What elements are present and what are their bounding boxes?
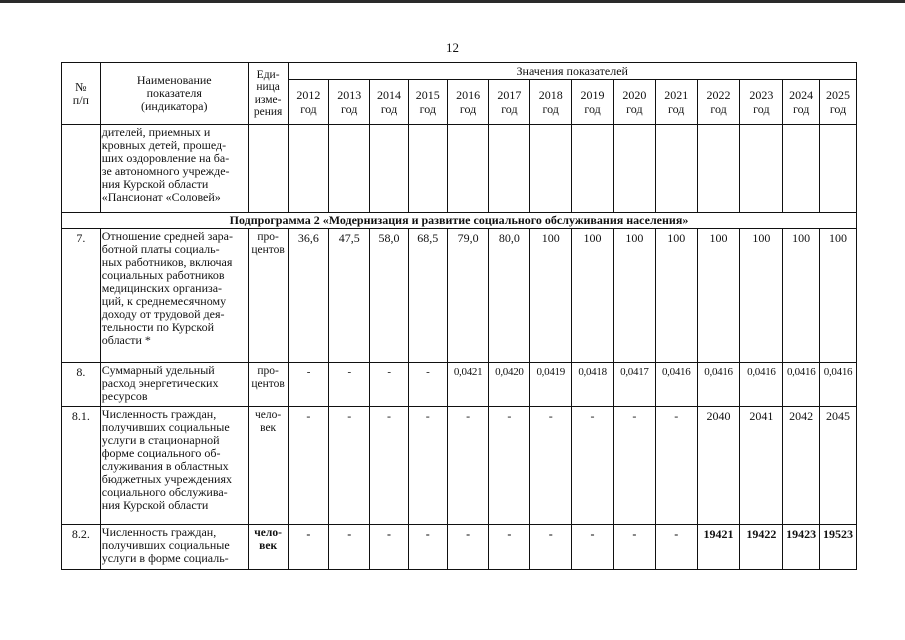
- year-label: 2012: [296, 88, 321, 102]
- value-cell-2013: -: [329, 525, 370, 570]
- table-row-continuation: [62, 125, 857, 213]
- row-unit: чело- век: [248, 525, 288, 570]
- header-year-2024: [783, 80, 820, 125]
- value-cell-2022: 0,0416: [697, 363, 740, 407]
- row-num: 8.2.: [62, 525, 101, 570]
- row-unit: про- центов: [248, 229, 288, 363]
- year-suffix: год: [459, 102, 477, 116]
- table-row-7: [62, 229, 857, 363]
- row-num: 8.1.: [62, 407, 101, 525]
- value-cell-2025: 100: [820, 229, 857, 363]
- value-cell-2020: 0,0417: [613, 363, 655, 407]
- value-cell-2013: 47,5: [329, 229, 370, 363]
- value-cell-2014: 58,0: [370, 229, 409, 363]
- year-label: 2015: [415, 88, 440, 102]
- value-cell-2025: 19523: [820, 525, 857, 570]
- value-cell-2017: 0,0420: [489, 363, 530, 407]
- value-cell-2016: 0,0421: [447, 363, 489, 407]
- year-suffix: год: [710, 102, 727, 116]
- year-label: 2020: [622, 88, 647, 102]
- cont-name: дителей, приемных и кровных детей, прошед- ших оздоровление на ба- зе автономного учрежде- ния Курской области «Пансионат «Соловей»: [100, 125, 248, 213]
- year-label: 2017: [497, 88, 522, 102]
- value-cell-2013: -: [329, 407, 370, 525]
- year-label: 2024: [789, 88, 814, 102]
- value-cell-2012: -: [288, 407, 329, 525]
- value-cell-2024: 19423: [783, 525, 820, 570]
- value-cell-2024: 0,0416: [783, 363, 820, 407]
- indicators-table: [61, 62, 857, 570]
- year-suffix: год: [626, 102, 643, 116]
- year-suffix: год: [829, 102, 847, 116]
- header-year-2015: [408, 80, 447, 125]
- header-row-1: [62, 63, 857, 80]
- year-label: 2019: [580, 88, 605, 102]
- row-name: Численность граждан, получивших социальные услуги в форме социаль-: [100, 525, 248, 570]
- cont-num: [62, 125, 101, 213]
- year-label: 2025: [826, 88, 851, 102]
- header-year-2016: [447, 80, 489, 125]
- value-cell-2019: -: [572, 407, 614, 525]
- row-num: 7.: [62, 229, 101, 363]
- subprogram-row: [62, 213, 857, 229]
- year-suffix: год: [542, 102, 559, 116]
- year-suffix: год: [300, 102, 317, 116]
- value-cell-2018: 100: [530, 229, 572, 363]
- value-cell-2024: 2042: [783, 407, 820, 525]
- header-name: Наименование показателя (индикатора): [100, 63, 248, 125]
- row-name: Отношение средней зара- ботной платы социаль- ных работников, включая социальных работников медицинских организа- ций, к среднемесячному доходу от трудовой дея- тельности по Курской области *: [100, 229, 248, 363]
- header-year-2021: [655, 80, 697, 125]
- value-cell-2017: 80,0: [489, 229, 530, 363]
- value-cell-2012: -: [288, 525, 329, 570]
- year-label: 2016: [456, 88, 481, 102]
- year-suffix: год: [668, 102, 685, 116]
- header-year-2022: [697, 80, 740, 125]
- page-number: 12: [446, 40, 459, 55]
- year-suffix: год: [753, 102, 770, 116]
- year-label: 2018: [538, 88, 563, 102]
- header-year-2023: [740, 80, 783, 125]
- value-cell-2014: -: [370, 525, 409, 570]
- year-suffix: год: [792, 102, 810, 116]
- table-row-8-1: [62, 407, 857, 525]
- value-cell-2022: 2040: [697, 407, 740, 525]
- value-cell-2023: 0,0416: [740, 363, 783, 407]
- value-cell-2023: 100: [740, 229, 783, 363]
- header-year-2019: [572, 80, 614, 125]
- year-suffix: год: [584, 102, 601, 116]
- value-cell-2017: -: [489, 407, 530, 525]
- value-cell-2014: -: [370, 363, 409, 407]
- value-cell-2019: 100: [572, 229, 614, 363]
- table-row-8: [62, 363, 857, 407]
- subprogram-title: Подпрограмма 2 «Модернизация и развитие социального обслуживания населения»: [62, 213, 857, 229]
- value-cell-2018: -: [530, 525, 572, 570]
- value-cell-2016: 79,0: [447, 229, 489, 363]
- table-row-8-2: [62, 525, 857, 570]
- header-year-2012: [288, 80, 329, 125]
- row-unit: чело- век: [248, 407, 288, 525]
- header-unit: Еди- ница изме- рения: [248, 63, 288, 125]
- value-cell-2016: -: [447, 525, 489, 570]
- year-label: 2021: [664, 88, 689, 102]
- header-year-2017: [489, 80, 530, 125]
- value-cell-2015: -: [408, 525, 447, 570]
- year-suffix: год: [380, 102, 398, 116]
- header-year-2020: [613, 80, 655, 125]
- value-cell-2019: 0,0418: [572, 363, 614, 407]
- header-year-2025: [820, 80, 857, 125]
- value-cell-2025: 0,0416: [820, 363, 857, 407]
- header-year-2018: [530, 80, 572, 125]
- page-top-border: [0, 0, 905, 3]
- value-cell-2017: -: [489, 525, 530, 570]
- row-name: Суммарный удельный расход энергетических ресурсов: [100, 363, 248, 407]
- value-cell-2023: 2041: [740, 407, 783, 525]
- row-name: Численность граждан, получивших социальные услуги в стационарной форме социального об- служивания в областных бюджетных учреждениях социального обслужива- ния Курской области: [100, 407, 248, 525]
- cont-unit: [248, 125, 288, 213]
- value-cell-2025: 2045: [820, 407, 857, 525]
- value-cell-2015: -: [408, 363, 447, 407]
- value-cell-2020: -: [613, 525, 655, 570]
- value-cell-2019: -: [572, 525, 614, 570]
- value-cell-2015: 68,5: [408, 229, 447, 363]
- value-cell-2012: 36,6: [288, 229, 329, 363]
- header-year-2014: [370, 80, 409, 125]
- value-cell-2021: 100: [655, 229, 697, 363]
- year-label: 2022: [706, 88, 731, 102]
- row-num: 8.: [62, 363, 101, 407]
- value-cell-2023: 19422: [740, 525, 783, 570]
- value-cell-2021: 0,0416: [655, 363, 697, 407]
- value-cell-2015: -: [408, 407, 447, 525]
- header-year-2013: [329, 80, 370, 125]
- value-cell-2021: -: [655, 525, 697, 570]
- value-cell-2018: -: [530, 407, 572, 525]
- year-label: 2013: [337, 88, 362, 102]
- row-unit: про- центов: [248, 363, 288, 407]
- value-cell-2021: -: [655, 407, 697, 525]
- year-suffix: год: [341, 102, 358, 116]
- value-cell-2018: 0,0419: [530, 363, 572, 407]
- value-cell-2012: -: [288, 363, 329, 407]
- year-label: 2023: [749, 88, 774, 102]
- value-cell-2022: 19421: [697, 525, 740, 570]
- value-cell-2024: 100: [783, 229, 820, 363]
- header-values-title: Значения показателей: [288, 63, 857, 80]
- value-cell-2022: 100: [697, 229, 740, 363]
- year-label: 2014: [377, 88, 401, 102]
- year-suffix: год: [419, 102, 436, 116]
- value-cell-2014: -: [370, 407, 409, 525]
- value-cell-2020: -: [613, 407, 655, 525]
- value-cell-2013: -: [329, 363, 370, 407]
- value-cell-2020: 100: [613, 229, 655, 363]
- year-suffix: год: [501, 102, 518, 116]
- value-cell-2016: -: [447, 407, 489, 525]
- header-num: № п/п: [62, 63, 101, 125]
